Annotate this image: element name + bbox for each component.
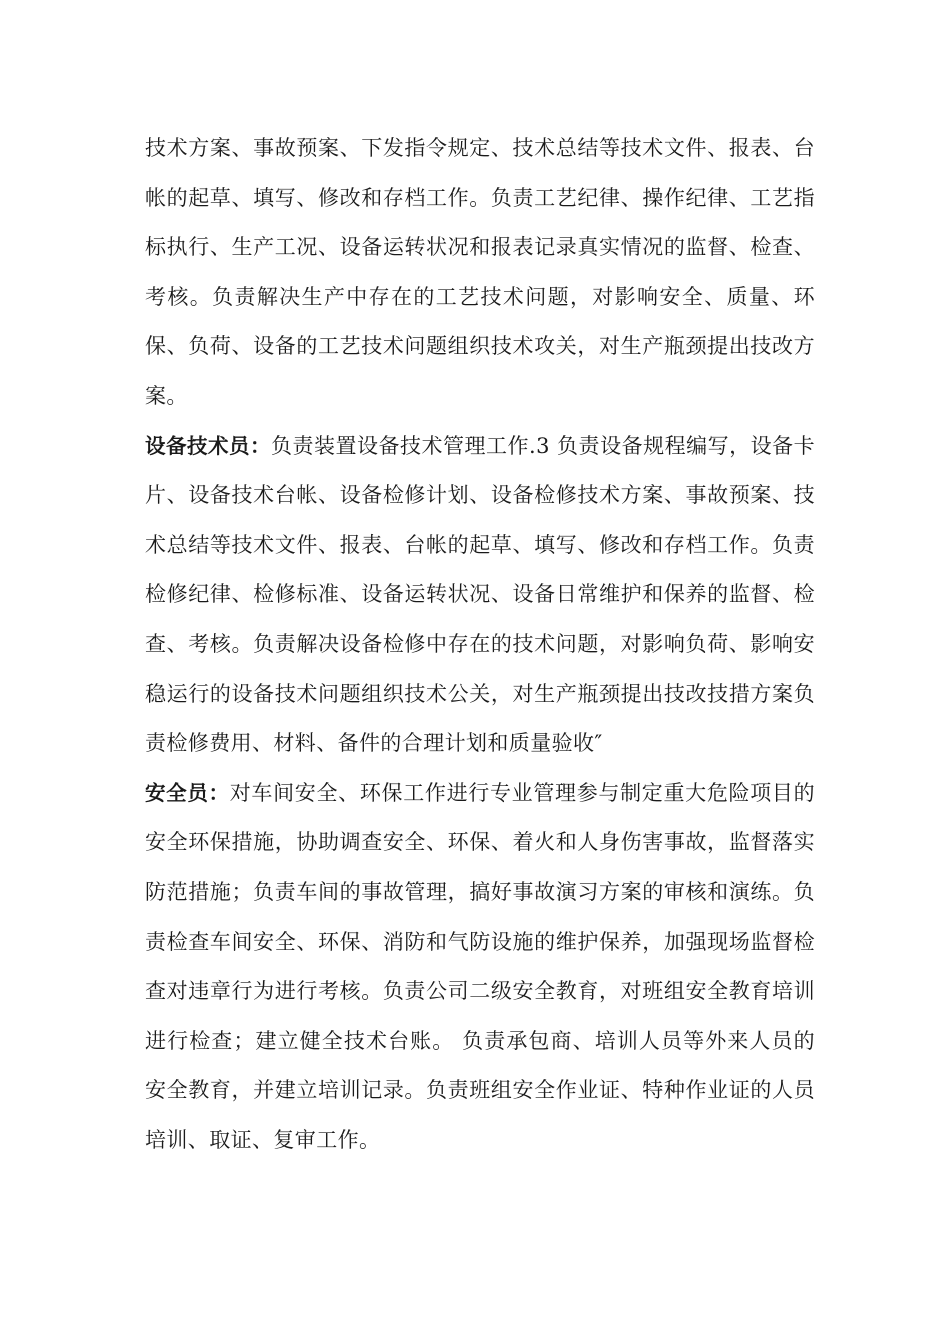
paragraph-safety-officer [145, 769, 815, 1166]
paragraph-equipment-tech [145, 422, 815, 769]
document-page [145, 124, 815, 1165]
paragraph-text: 对车间安全、环保工作进行专业管理参与制定重大危险项目的安全环保措施，协助调查安全、环保、着火和人身伤害事故，监督落实防范措施；负责车间的事故管理，搞好事故演习方案的审核和演练。负责检查车间安全、环保、消防和气防设施的维护保养，加强现场监督检查对违章行为进行考核。负责公司二级安全教育，对班组安全教育培训进行检查；建立健全技术台账。 负责承包商、培训人员等外来人员的安全教育，并建立培训记录。负责班组安全作业证、特种作业证的人员培训、取证、复审工作。 [145, 780, 815, 1152]
paragraph-text: 技术方案、事故预案、下发指令规定、技术总结等技术文件、报表、台帐的起草、填写、修改和存档工作。负责工艺纪律、操作纪律、工艺指标执行、生产工况、设备运转状况和报表记录真实情况的监督、检查、考核。负责解决生产中存在的工艺技术问题，对影响安全、质量、环保、负荷、设备的工艺技术问题组织技术攻关，对生产瓶颈提出技改方案。 [145, 136, 815, 408]
role-label: 安全员： [145, 780, 230, 805]
paragraph-process-tech [145, 124, 815, 422]
role-label: 设备技术员： [145, 433, 272, 458]
paragraph-text: 负责装置设备技术管理工作.3 负责设备规程编写，设备卡片、设备技术台帐、设备检修计划、设备检修技术方案、事故预案、技术总结等技术文件、报表、台帐的起草、填写、修改和存档工作。负责检修纪律、检修标准、设备运转状况、设备日常维护和保养的监督、检查、考核。负责解决设备检修中存在的技术问题，对影响负荷、影响安稳运行的设备技术问题组织技术公关，对生产瓶颈提出技改技措方案负责检修费用、材料、备件的合理计划和质量验收″ [145, 433, 815, 756]
